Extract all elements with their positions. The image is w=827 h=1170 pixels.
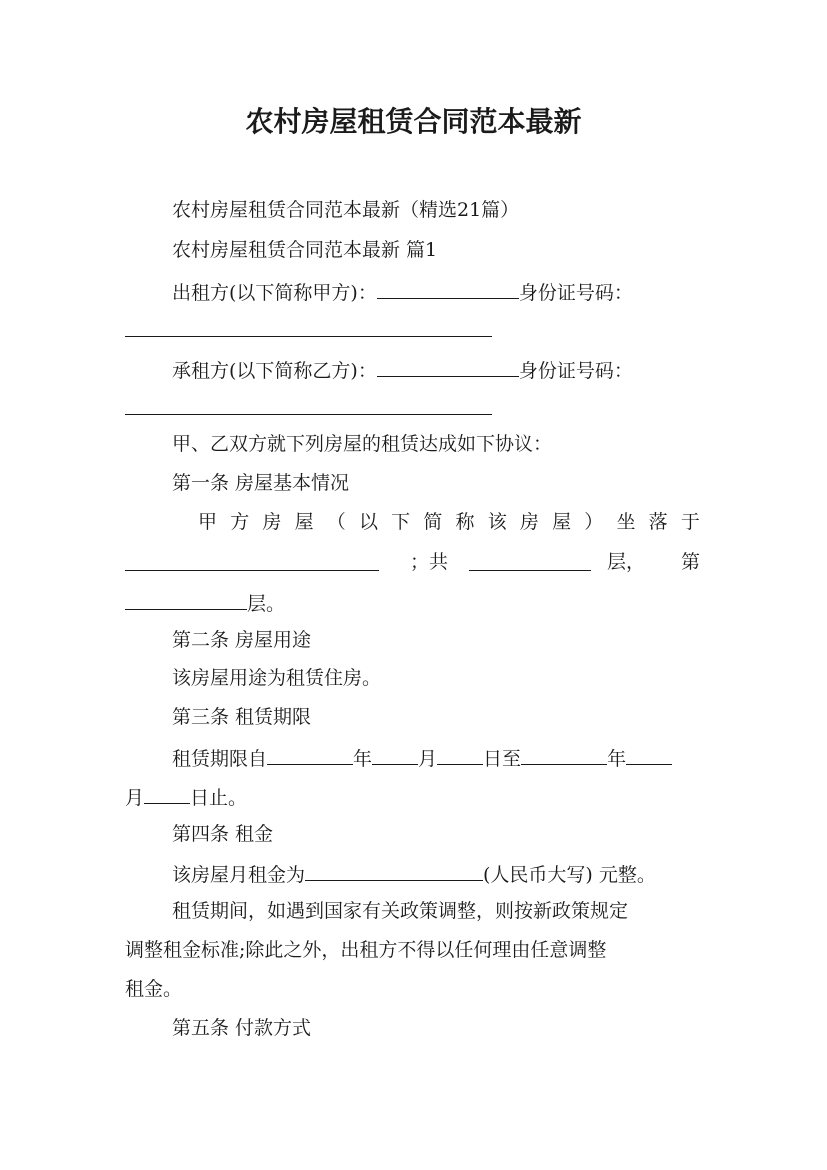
year-label: 年	[607, 748, 627, 770]
floor-number-suffix: 层。	[247, 593, 286, 615]
end-year-blank	[521, 742, 607, 765]
art1-char: 简	[423, 511, 443, 533]
rent-suffix: (人民币大写) 元整。	[483, 864, 656, 886]
article-2-text: 该房屋用途为租赁住房。	[172, 667, 382, 689]
month-label: 月	[418, 748, 438, 770]
end-month-blank-start	[626, 742, 672, 765]
art1-char: ）	[584, 511, 604, 533]
art1-char: （	[326, 511, 346, 533]
lessor-label: 出租方(以下简称甲方)：	[172, 282, 377, 304]
lessee-name-blank	[377, 354, 519, 377]
floors-total-label: ；共	[410, 551, 449, 573]
subtitle-line: 农村房屋租赁合同范本最新（精选21篇）	[172, 199, 520, 221]
lessee-label: 承租方(以下简称乙方)：	[172, 360, 377, 382]
document-title: 农村房屋租赁合同范本最新	[245, 105, 582, 138]
day-end-label: 日止。	[190, 787, 248, 809]
art1-char: 方	[230, 511, 250, 533]
art1-char: 下	[391, 511, 411, 533]
rent-amount-blank	[305, 858, 483, 881]
agreement-line: 甲、乙双方就下列房屋的租赁达成如下协议：	[172, 433, 553, 455]
art1-char: 屋	[294, 511, 314, 533]
rent-amount-row	[172, 858, 656, 889]
article-5-heading: 第五条 付款方式	[172, 1017, 312, 1039]
lessor-name-blank	[377, 276, 519, 299]
section-heading: 农村房屋租赁合同范本最新 篇1	[172, 239, 438, 261]
article-3-heading: 第三条 租赁期限	[172, 706, 312, 728]
rent-label: 该房屋月租金为	[172, 864, 306, 886]
rent-adjust-line-2: 调整租金标准;除此之外，出租方不得以任何理由任意调整	[125, 939, 607, 961]
start-day-blank	[437, 742, 483, 765]
art1-char: 以	[358, 511, 378, 533]
article-2-heading: 第二条 房屋用途	[172, 629, 312, 651]
lessee-line	[172, 354, 633, 385]
art1-char: 于	[680, 511, 700, 533]
lessor-id-label: 身份证号码：	[518, 282, 633, 304]
lessor-id-line	[125, 314, 492, 345]
address-blank	[125, 548, 379, 571]
lessee-id-blank	[125, 392, 492, 415]
article-1-heading: 第一条 房屋基本情况	[172, 472, 350, 494]
start-month-blank	[372, 742, 418, 765]
start-year-blank	[267, 742, 353, 765]
floor-number-blank	[125, 587, 247, 610]
lessee-id-label: 身份证号码：	[518, 360, 633, 382]
floors-total-blank-wrap	[469, 548, 591, 579]
floor-number-row	[125, 587, 285, 618]
month-label: 月	[125, 787, 145, 809]
lease-term-row-2	[125, 781, 247, 812]
art1-char: 屋	[552, 511, 572, 533]
art1-char: 落	[648, 511, 668, 533]
art1-char: 房	[262, 511, 282, 533]
day-to-label: 日至	[483, 748, 522, 770]
article-1-location-row	[125, 548, 379, 579]
year-label: 年	[353, 748, 373, 770]
lease-term-row	[172, 742, 672, 773]
floors-suffix: 层，	[607, 551, 646, 573]
end-day-blank	[144, 781, 190, 804]
article-4-heading: 第四条 租金	[172, 823, 274, 845]
art1-char: 甲	[198, 511, 218, 533]
art1-char: 称	[455, 511, 475, 533]
lessee-id-line	[125, 392, 492, 423]
floors-total-blank	[469, 548, 591, 571]
floor-number-label: 第	[681, 551, 701, 573]
rent-adjust-line-3: 租金。	[125, 978, 183, 1000]
lessor-line	[172, 276, 633, 307]
lease-from-label: 租赁期限自	[172, 748, 268, 770]
art1-char: 坐	[616, 511, 636, 533]
rent-adjust-line-1: 租赁期间，如遇到国家有关政策调整，则按新政策规定	[172, 900, 629, 922]
art1-char: 该	[487, 511, 507, 533]
lessor-id-blank	[125, 314, 492, 337]
art1-char: 房	[519, 511, 539, 533]
article-1-text-row	[198, 508, 700, 536]
